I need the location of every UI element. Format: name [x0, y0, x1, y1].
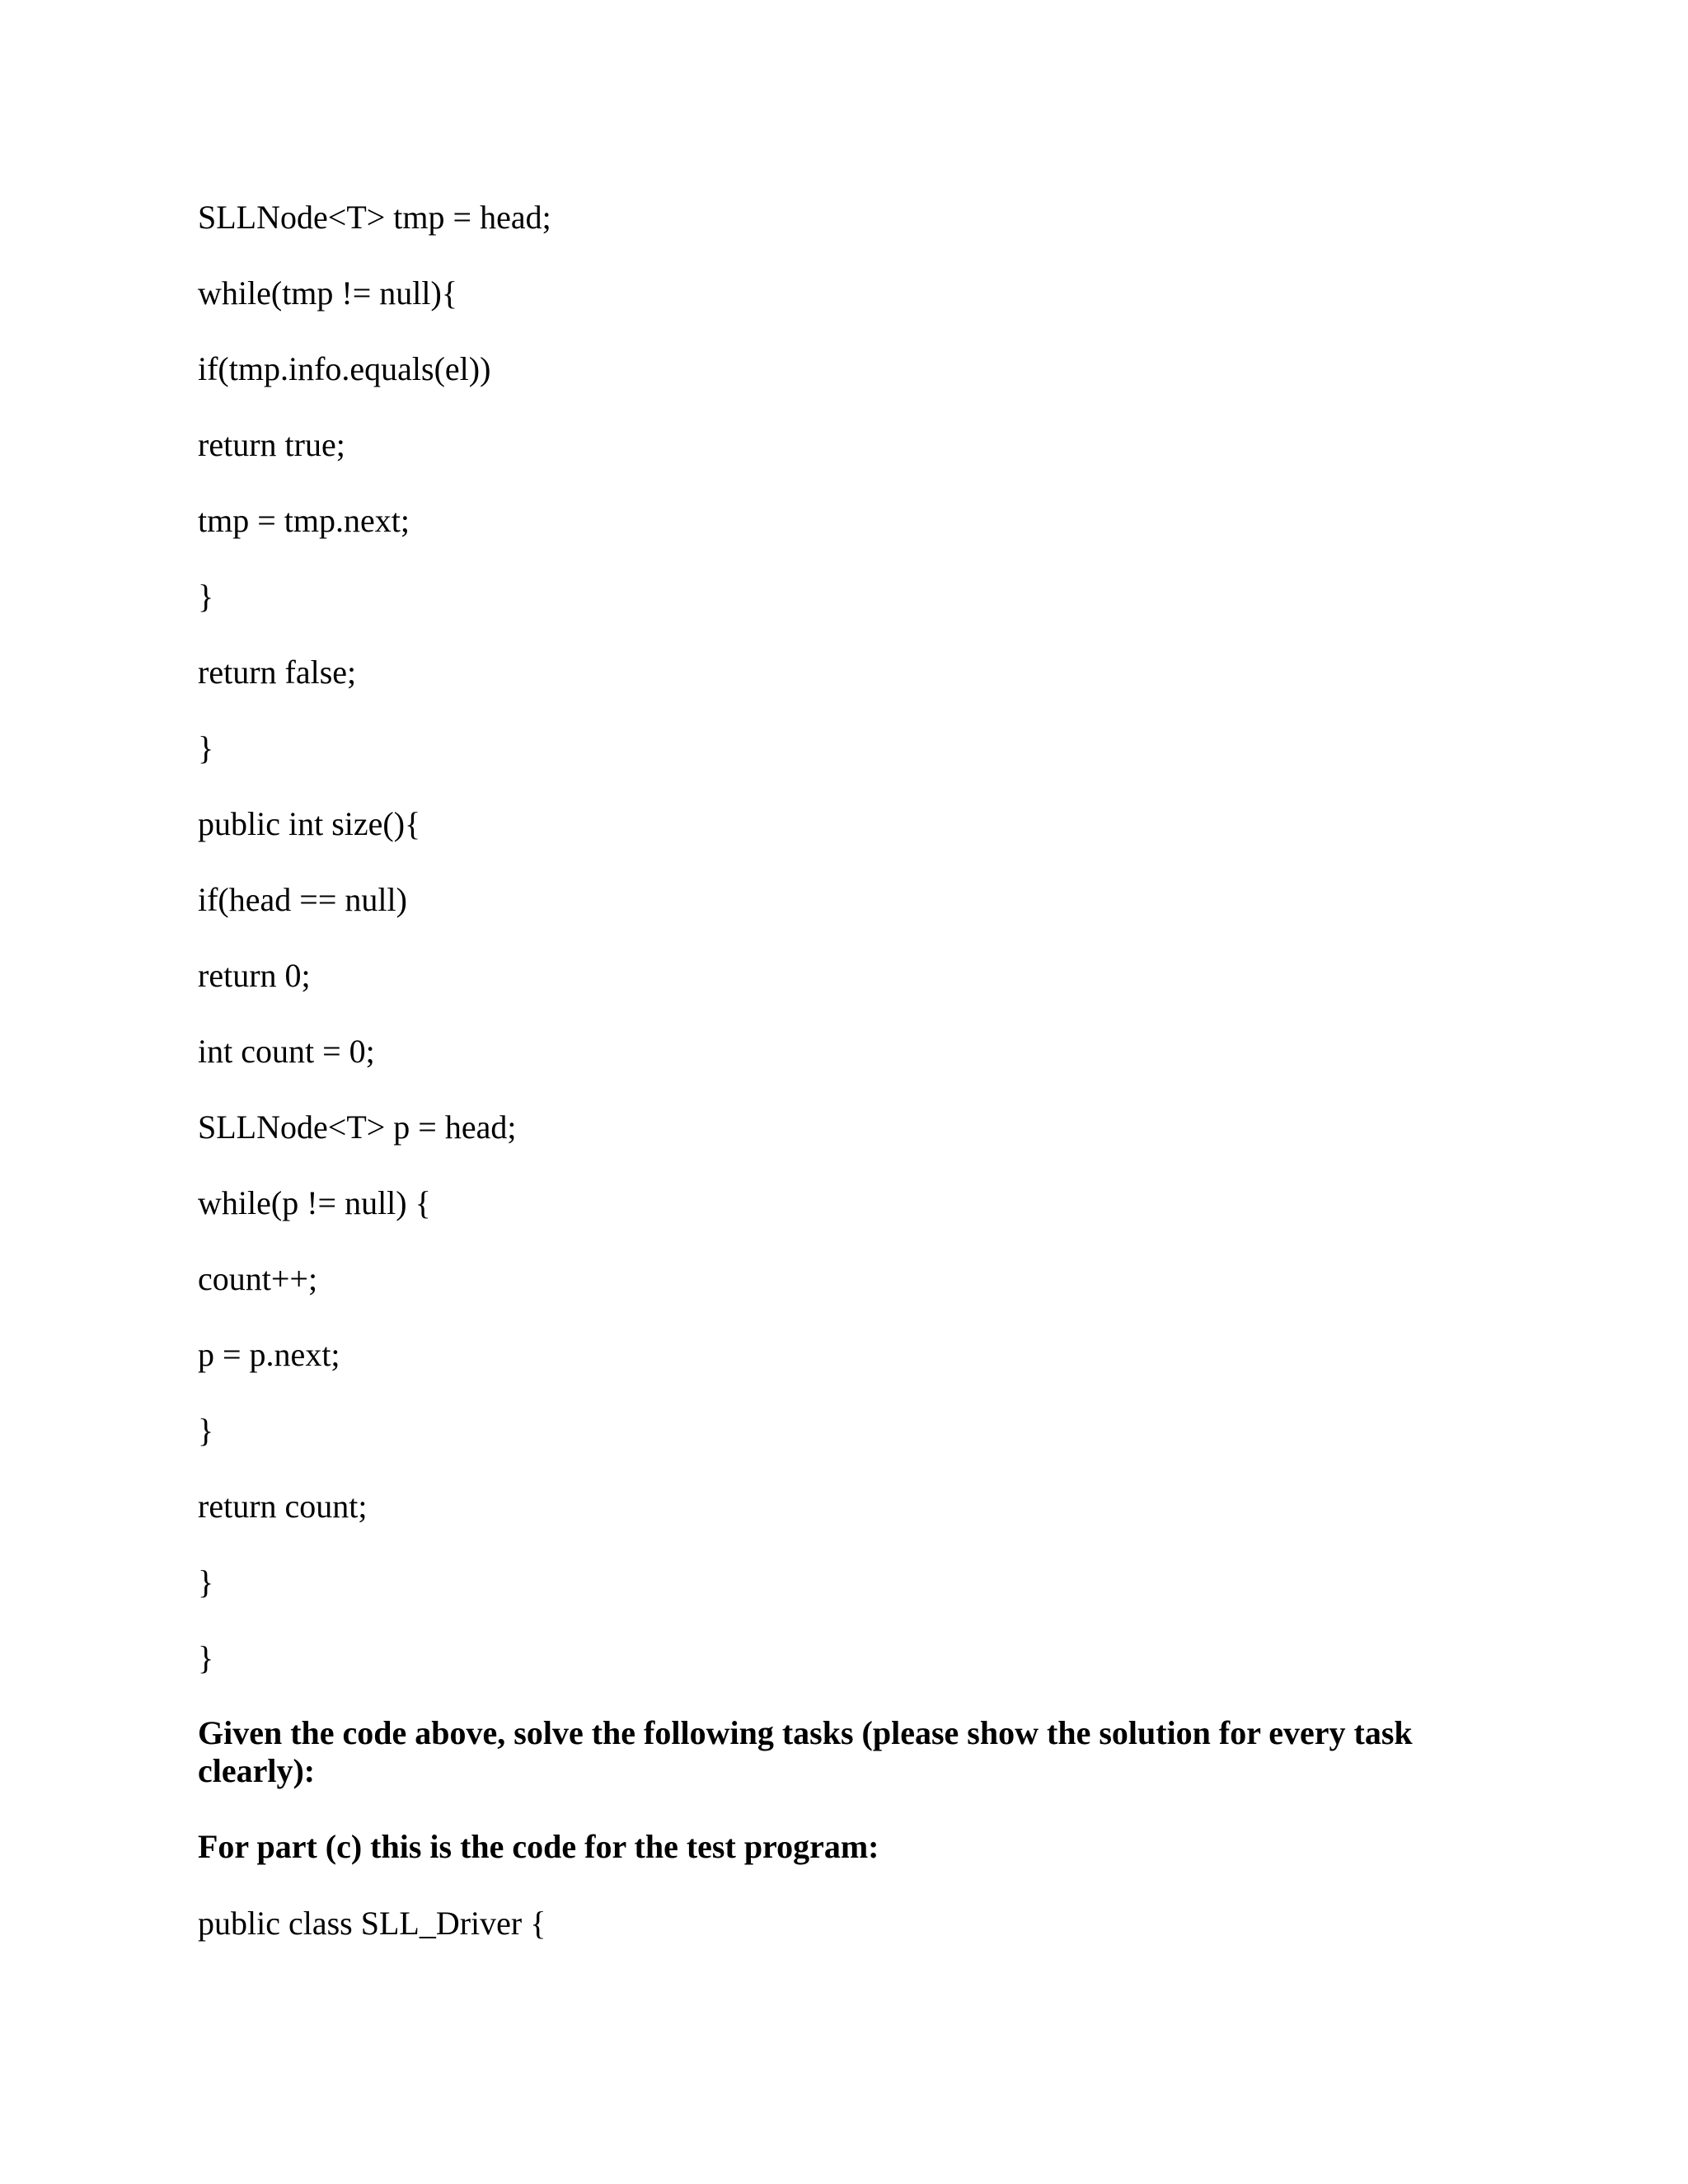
code-line: SLLNode<T> tmp = head;	[198, 199, 551, 236]
code-line: return true;	[198, 426, 345, 463]
code-line: return count;	[198, 1488, 368, 1525]
code-line: int count = 0;	[198, 1033, 375, 1070]
code-line: count++;	[198, 1260, 318, 1297]
code-line: public int size(){	[198, 805, 421, 842]
code-line: }	[198, 729, 214, 766]
code-line: if(head == null)	[198, 881, 407, 918]
code-line: SLLNode<T> p = head;	[198, 1108, 517, 1146]
code-line: while(p != null) {	[198, 1184, 431, 1221]
code-line: p = p.next;	[198, 1336, 340, 1373]
code-line: }	[198, 1563, 214, 1601]
task-instruction: Given the code above, solve the following tasks (please show the solution for every task clearly):	[198, 1714, 1413, 1789]
code-line: }	[198, 1639, 214, 1676]
code-line: return false;	[198, 654, 357, 691]
code-line: return 0;	[198, 957, 311, 994]
part-c-heading: For part (c) this is the code for the test program:	[198, 1828, 879, 1865]
code-line: }	[198, 1412, 214, 1449]
code-line: while(tmp != null){	[198, 274, 458, 312]
driver-class-line: public class SLL_Driver {	[198, 1905, 546, 1942]
code-line: tmp = tmp.next;	[198, 502, 410, 539]
code-line: }	[198, 578, 214, 615]
code-line: if(tmp.info.equals(el))	[198, 350, 491, 387]
